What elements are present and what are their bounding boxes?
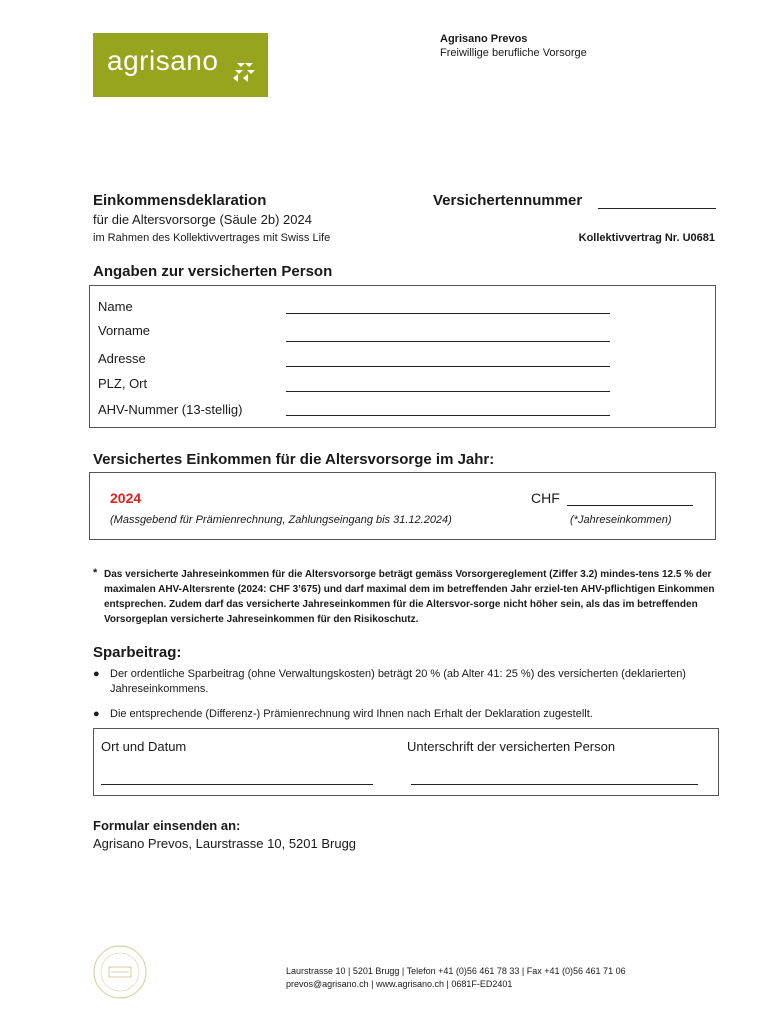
document-title: Einkommensdeklaration — [93, 192, 267, 209]
adresse-label: Adresse — [98, 351, 146, 366]
unterschrift-label: Unterschrift der versicherten Person — [407, 739, 616, 754]
spar-bullet-2: Die entsprechende (Differenz-) Prämienrechnung wird Ihnen nach Erhalt der Deklaration zugestellt. — [110, 708, 593, 720]
org-subtitle: Freiwillige berufliche Vorsorge — [440, 47, 587, 59]
bullet-icon: ● — [93, 668, 100, 680]
plz-ort-label: PLZ, Ort — [98, 376, 148, 391]
versichertennummer-field[interactable] — [598, 208, 716, 209]
logo-arrows-icon — [233, 61, 257, 83]
ahv-label: AHV-Nummer (13-stellig) — [98, 402, 243, 417]
kollektivvertrag-number: Kollektivvertrag Nr. U0681 — [578, 232, 715, 244]
send-address: Agrisano Prevos, Laurstrasse 10, 5201 Brugg — [93, 836, 357, 851]
income-note: (Massgebend für Prämienrechnung, Zahlungseingang bis 31.12.2024) — [110, 514, 452, 526]
send-heading: Formular einsenden an: — [93, 818, 241, 833]
agrisano-logo — [93, 33, 268, 97]
income-heading: Versichertes Einkommen für die Altersvorsorge im Jahr: — [93, 451, 495, 468]
versichertennummer-label: Versichertennummer — [433, 192, 583, 209]
bullet-icon: ● — [93, 708, 100, 720]
income-year: 2024 — [110, 490, 142, 506]
logo-text: agrisano — [107, 45, 219, 76]
vorname-field[interactable] — [286, 341, 610, 342]
vorname-label: Vorname — [98, 323, 151, 338]
footer-contact: prevos@agrisano.ch | www.agrisano.ch | 0681F-ED2401 — [286, 979, 513, 989]
spar-heading: Sparbeitrag: — [93, 644, 182, 661]
name-field[interactable] — [286, 313, 610, 314]
ort-datum-field[interactable] — [101, 784, 373, 785]
document-subtitle: für die Altersvorsorge (Säule 2b) 2024 — [93, 212, 312, 227]
org-name: Agrisano Prevos — [440, 33, 528, 45]
unterschrift-field[interactable] — [411, 784, 698, 785]
income-amount-field[interactable] — [567, 505, 693, 506]
plz-ort-field[interactable] — [286, 391, 610, 392]
jahreseinkommen-note: (*Jahreseinkommen) — [570, 514, 672, 526]
income-box — [89, 472, 716, 540]
document-context: im Rahmen des Kollektivvertrages mit Swiss Life — [93, 232, 331, 244]
ort-datum-label: Ort und Datum — [101, 739, 187, 754]
signature-box — [93, 728, 719, 796]
certification-seal-icon — [92, 944, 148, 1000]
currency-label: CHF — [531, 490, 560, 506]
person-heading: Angaben zur versicherten Person — [93, 263, 333, 280]
ahv-field[interactable] — [286, 415, 610, 416]
spar-bullet-1: Der ordentliche Sparbeitrag (ohne Verwaltungskosten) beträgt 20 % (ab Alter 41: 25 %) des versicherten (deklarierten) Jahreseinkommens. — [110, 668, 686, 695]
footer — [286, 965, 626, 991]
footer-address: Laurstrasse 10 | 5201 Brugg | Telefon +41 (0)56 461 78 33 | Fax +41 (0)56 461 71 06 — [286, 966, 626, 976]
footnote-text: Das versicherte Jahreseinkommen für die Altersvorsorge beträgt gemäss Vorsorgereglement (Ziffer 3.2) mindes-tens 12.5 % der maximalen AHV-Altersrente (2024: CHF 3’675) und darf maximal dem im betreffenden Jahr erziel-ten AHV-pflichtigen Einkommen entsprechen. Zudem darf das versicherte Jahreseinkommen für die Altersvor-sorge nicht höher sein, als das im betreffenden Vorsorgeplan versicherte Jahreseinkommen für den Risikoschutz. — [104, 569, 715, 625]
person-box — [89, 285, 716, 428]
name-label: Name — [98, 299, 133, 314]
footnote-star: * — [93, 567, 98, 579]
adresse-field[interactable] — [286, 366, 610, 367]
